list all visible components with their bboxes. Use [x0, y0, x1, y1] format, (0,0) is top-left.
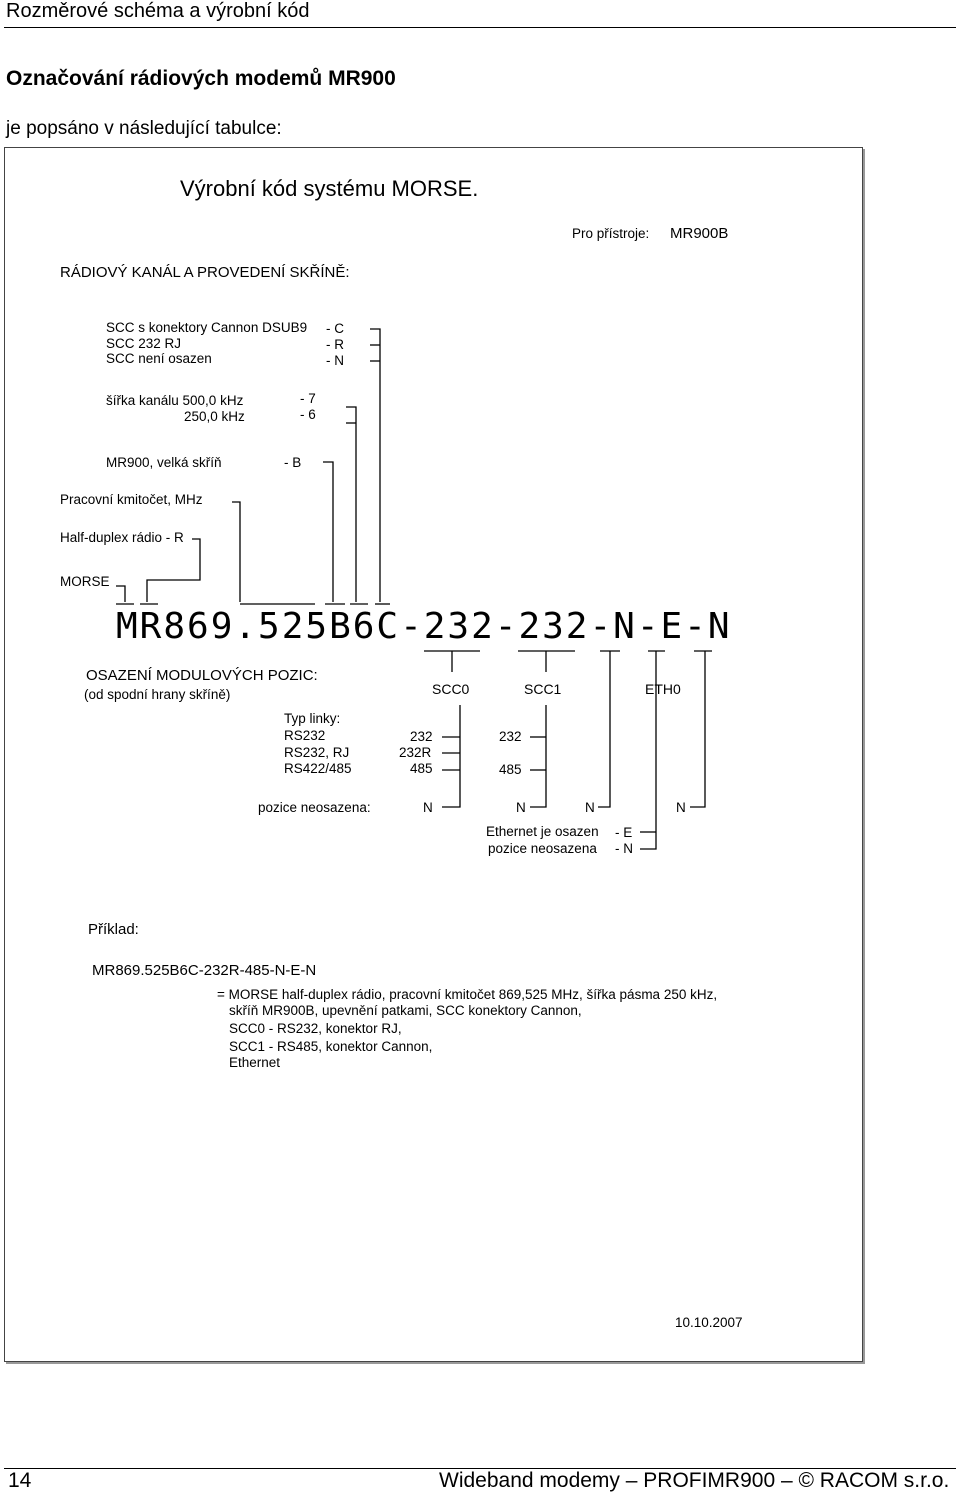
scc1-label: SCC1: [524, 681, 562, 697]
ethernet-option: pozice neosazena: [488, 841, 597, 856]
scc-code: - N: [326, 353, 344, 368]
scc-bracket-line: [370, 329, 380, 602]
line-type-label: Typ linky:: [284, 711, 341, 726]
example-line: = MORSE half-duplex rádio, pracovní kmitočet 869,525 MHz, šířka pásma 250 kHz,: [217, 987, 718, 1002]
scc0-code: 232R: [399, 745, 432, 760]
scc0-line: [442, 705, 460, 807]
unpopulated-code: N: [423, 800, 433, 815]
page-number: 14: [8, 1469, 32, 1492]
diagram-title: Výrobní kód systému MORSE.: [180, 176, 479, 201]
housing-bracket-line: [323, 462, 333, 602]
halfduplex-label: Half-duplex rádio - R: [60, 530, 184, 545]
radio-channel-heading: RÁDIOVÝ KANÁL A PROVEDENÍ SKŘÍNĚ:: [60, 264, 350, 281]
scc-option: SCC s konektory Cannon DSUB9: [106, 320, 308, 335]
example-line: skříň MR900B, upevnění patkami, SCC konektory Cannon,: [229, 1003, 582, 1018]
width-code: - 7: [300, 391, 316, 406]
morse-label: MORSE: [60, 574, 110, 589]
line-type: RS232, RJ: [284, 745, 350, 760]
scc1-line: [530, 705, 546, 807]
device-value: MR900B: [670, 225, 729, 242]
example-heading: Příklad:: [88, 921, 139, 938]
frequency-label: Pracovní kmitočet, MHz: [60, 492, 203, 507]
scc0-code: 232: [410, 729, 433, 744]
frequency-bracket-line: [232, 502, 240, 602]
width-bracket-line: [346, 407, 356, 602]
halfduplex-bracket-line: [147, 539, 200, 602]
modules-subheading: (od spodní hrany skříně): [84, 687, 231, 702]
eth0-line: [690, 651, 705, 807]
width-option: šířka kanálu 500,0 kHz: [106, 393, 244, 408]
ethernet-code: - N: [615, 841, 633, 856]
footer-product: Wideband modemy – PROFIMR900 – © RACOM s.r.o.: [439, 1469, 950, 1492]
unpopulated-code: N: [585, 800, 595, 815]
example-code: MR869.525B6C-232R-485-N-E-N: [92, 962, 317, 979]
morse-bracket-line: [116, 586, 125, 602]
ethernet-line: [640, 651, 656, 849]
section-heading: Označování rádiových modemů MR900: [6, 67, 396, 90]
width-option: 250,0 kHz: [184, 409, 245, 424]
scc1-code: 232: [499, 729, 522, 744]
line-type: RS422/485: [284, 761, 352, 776]
eth0-label: ETH0: [645, 681, 681, 697]
housing-label: MR900, velká skříň: [106, 455, 222, 470]
product-code: MR869.525B6C-232-232-N-E-N: [116, 606, 732, 647]
scc0-code: 485: [410, 761, 433, 776]
example-line: SCC0 - RS232, konektor RJ,: [229, 1021, 402, 1036]
modules-heading: OSAZENÍ MODULOVÝCH POZIC:: [86, 667, 318, 684]
unpopulated-code: N: [516, 800, 526, 815]
device-label: Pro přístroje:: [572, 226, 650, 241]
line-type: RS232: [284, 728, 326, 743]
scc-code: - R: [326, 337, 344, 352]
position-line: [598, 651, 610, 807]
diagram-date: 10.10.2007: [675, 1315, 743, 1330]
example-line: SCC1 - RS485, konektor Cannon,: [229, 1039, 433, 1054]
example-line: Ethernet: [229, 1055, 281, 1070]
scc-code: - C: [326, 321, 344, 336]
unpopulated-code: N: [676, 800, 686, 815]
unpopulated-label: pozice neosazena:: [258, 800, 371, 815]
section-intro: je popsáno v následující tabulce:: [6, 118, 282, 139]
scc-option: SCC není osazen: [106, 351, 212, 366]
scc-option: SCC 232 RJ: [106, 336, 182, 351]
width-code: - 6: [300, 407, 316, 422]
ethernet-option: Ethernet je osazen: [486, 824, 599, 839]
scc0-label: SCC0: [432, 681, 470, 697]
running-header: Rozměrové schéma a výrobní kód: [6, 0, 310, 22]
ethernet-code: - E: [615, 825, 633, 840]
housing-code: - B: [284, 455, 302, 470]
scc1-code: 485: [499, 762, 522, 777]
